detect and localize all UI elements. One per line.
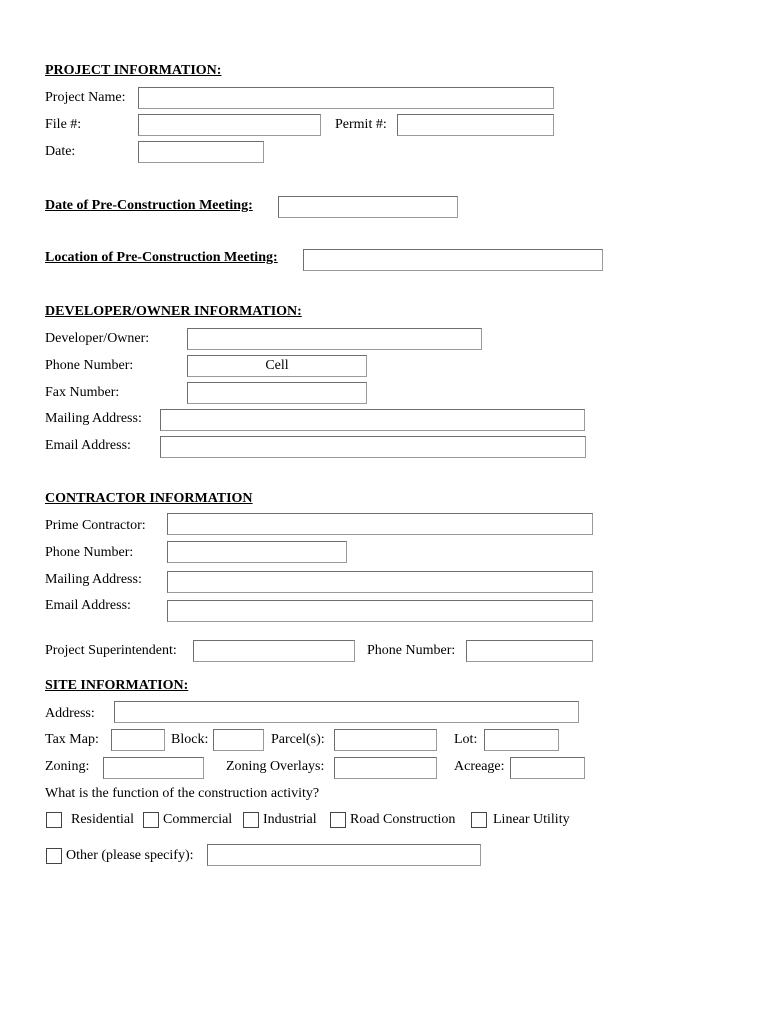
- zoning-input[interactable]: [103, 757, 204, 779]
- other-checkbox[interactable]: [46, 848, 62, 864]
- developer-mailing-label: Mailing Address:: [45, 411, 142, 426]
- commercial-checkbox[interactable]: [143, 812, 159, 828]
- acreage-label: Acreage:: [454, 759, 505, 774]
- tax-map-input[interactable]: [111, 729, 165, 751]
- lot-label: Lot:: [454, 732, 478, 747]
- zoning-overlays-label: Zoning Overlays:: [226, 759, 325, 774]
- linear-utility-label: Linear Utility: [493, 812, 570, 827]
- residential-label: Residential: [71, 812, 134, 827]
- developer-mailing-input[interactable]: [160, 409, 585, 431]
- contractor-info-heading: CONTRACTOR INFORMATION: [45, 491, 253, 506]
- meeting-location-input[interactable]: [303, 249, 603, 271]
- meeting-date-input[interactable]: [278, 196, 458, 218]
- developer-email-input[interactable]: [160, 436, 586, 458]
- date-label: Date:: [45, 144, 76, 159]
- contractor-phone-input[interactable]: [167, 541, 347, 563]
- meeting-date-label: Date of Pre-Construction Meeting:: [45, 198, 253, 213]
- meeting-location-label: Location of Pre-Construction Meeting:: [45, 250, 278, 265]
- contractor-email-label: Email Address:: [45, 598, 131, 613]
- contractor-mailing-input[interactable]: [167, 571, 593, 593]
- project-name-input[interactable]: [138, 87, 554, 109]
- superintendent-label: Project Superintendent:: [45, 643, 177, 658]
- superintendent-input[interactable]: [193, 640, 355, 662]
- parcel-label: Parcel(s):: [271, 732, 325, 747]
- residential-checkbox[interactable]: [46, 812, 62, 828]
- site-address-label: Address:: [45, 706, 95, 721]
- file-number-label: File #:: [45, 117, 82, 132]
- road-construction-label: Road Construction: [350, 812, 456, 827]
- zoning-label: Zoning:: [45, 759, 90, 774]
- other-specify-input[interactable]: [207, 844, 481, 866]
- other-label: Other (please specify):: [66, 848, 194, 863]
- project-name-label: Project Name:: [45, 90, 126, 105]
- prime-contractor-label: Prime Contractor:: [45, 518, 146, 533]
- superintendent-phone-input[interactable]: [466, 640, 593, 662]
- project-info-heading: PROJECT INFORMATION:: [45, 63, 222, 78]
- zoning-overlays-input[interactable]: [334, 757, 437, 779]
- acreage-input[interactable]: [510, 757, 585, 779]
- developer-info-heading: DEVELOPER/OWNER INFORMATION:: [45, 304, 302, 319]
- developer-owner-label: Developer/Owner:: [45, 331, 150, 346]
- block-label: Block:: [171, 732, 209, 747]
- contractor-email-input[interactable]: [167, 600, 593, 622]
- site-info-heading: SITE INFORMATION:: [45, 678, 189, 693]
- road-construction-checkbox[interactable]: [330, 812, 346, 828]
- commercial-label: Commercial: [163, 812, 233, 827]
- contractor-phone-label: Phone Number:: [45, 545, 134, 560]
- parcel-input[interactable]: [334, 729, 437, 751]
- contractor-mailing-label: Mailing Address:: [45, 572, 142, 587]
- developer-phone-label: Phone Number:: [45, 358, 134, 373]
- date-input[interactable]: [138, 141, 264, 163]
- developer-phone-input[interactable]: [187, 355, 367, 377]
- developer-fax-input[interactable]: [187, 382, 367, 404]
- permit-number-label: Permit #:: [335, 117, 387, 132]
- lot-input[interactable]: [484, 729, 559, 751]
- developer-email-label: Email Address:: [45, 438, 131, 453]
- industrial-label: Industrial: [263, 812, 317, 827]
- prime-contractor-input[interactable]: [167, 513, 593, 535]
- developer-phone-value: Cell: [265, 358, 289, 373]
- permit-number-input[interactable]: [397, 114, 554, 136]
- block-input[interactable]: [213, 729, 264, 751]
- site-address-input[interactable]: [114, 701, 579, 723]
- developer-owner-input[interactable]: [187, 328, 482, 350]
- developer-fax-label: Fax Number:: [45, 385, 120, 400]
- function-question: What is the function of the construction activity?: [45, 786, 320, 801]
- linear-utility-checkbox[interactable]: [471, 812, 487, 828]
- file-number-input[interactable]: [138, 114, 321, 136]
- industrial-checkbox[interactable]: [243, 812, 259, 828]
- tax-map-label: Tax Map:: [45, 732, 99, 747]
- superintendent-phone-label: Phone Number:: [367, 643, 456, 658]
